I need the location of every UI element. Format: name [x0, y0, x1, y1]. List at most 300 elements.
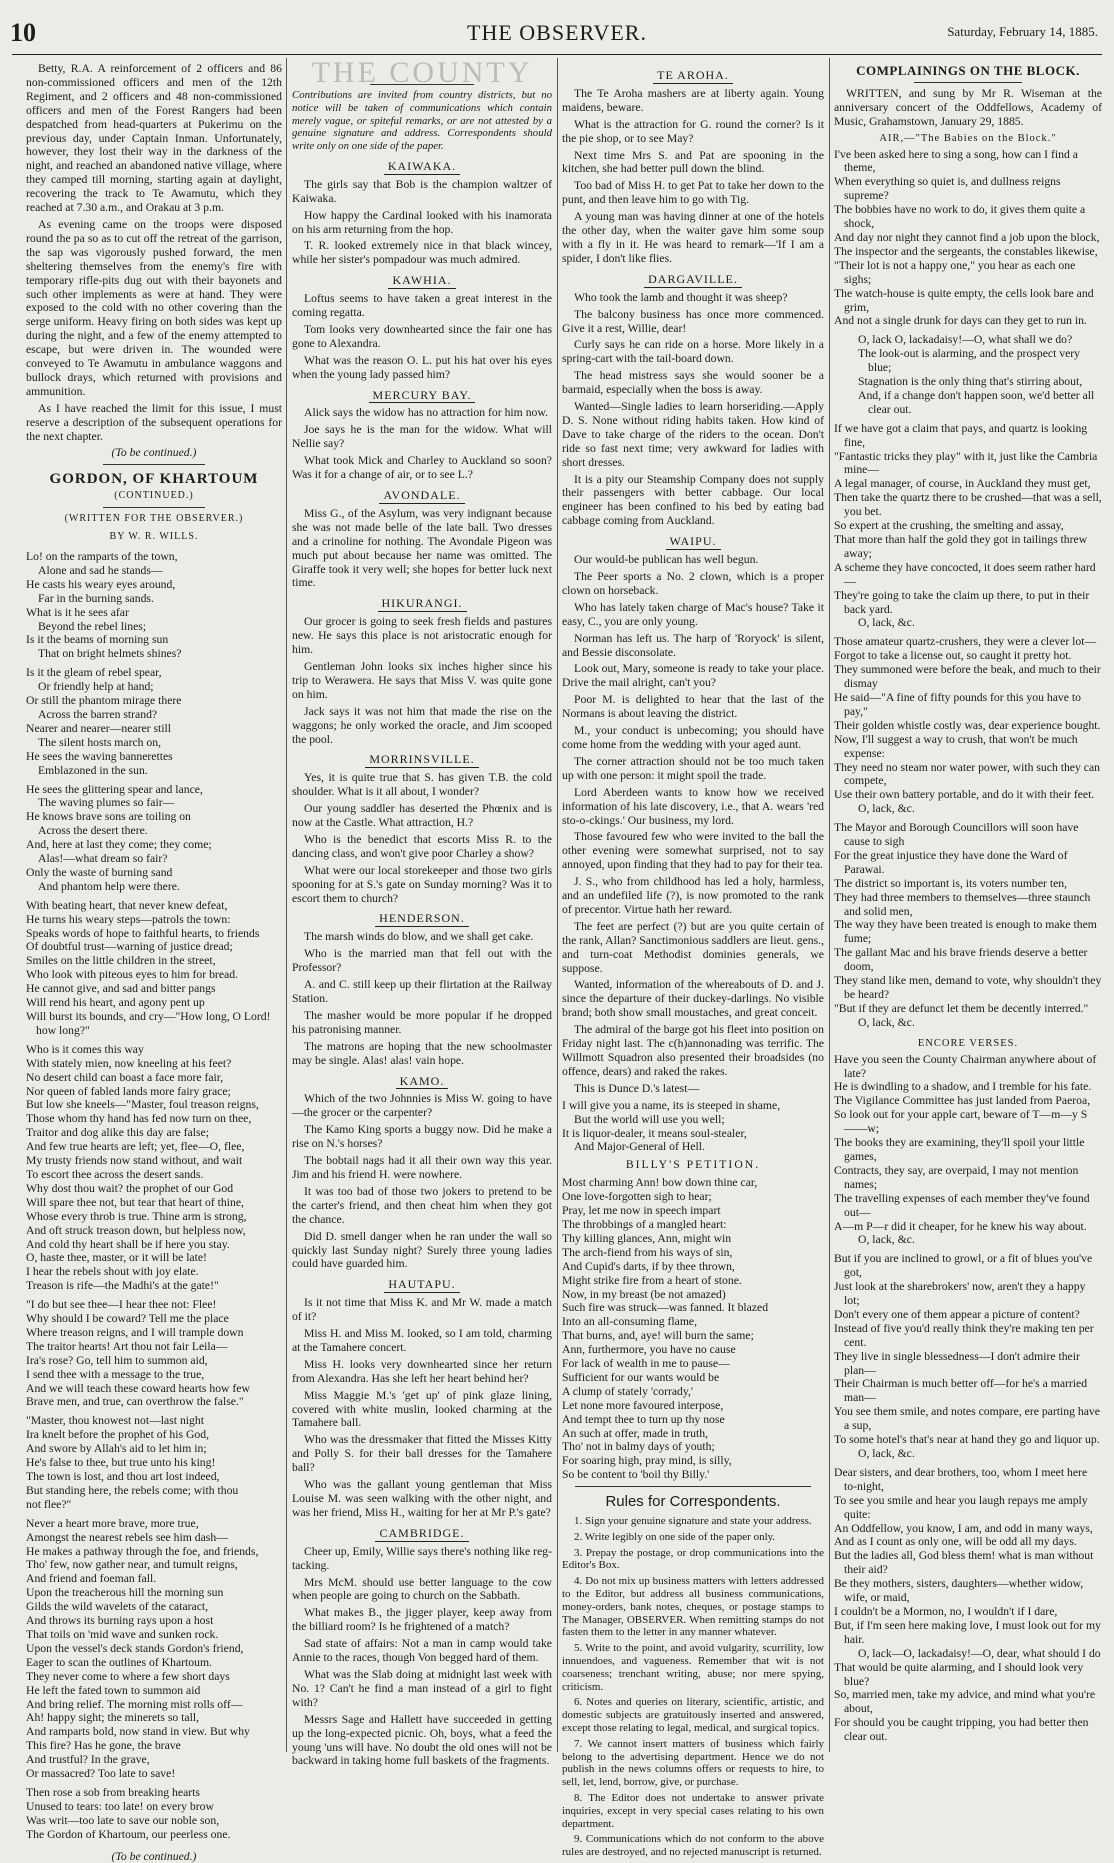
section-paragraph: Yes, it is quite true that S. has given T.B. the cold shoulder. What is it all about, I wonder? [292, 771, 552, 799]
to-be-continued: (To be continued.) [111, 1849, 197, 1863]
section-heading [292, 274, 552, 289]
verse-line: Unused to tears: too late! on every brow [26, 1799, 214, 1813]
verse-line: "Master, thou knowest not—last night [26, 1414, 204, 1428]
verse-line: So look out for your apple cart, beware of T—m—y S——w; [834, 1108, 1088, 1136]
war-paragraph: Betty, R.A. A reinforcement of 2 officers and 86 non-commissioned officers and men of the 12th Regiment, and 2 officers and 48 non-commissioned officers and men of the Forest Rangers had been despatched from head-quarters at Pukerimu on the previous day, under Captain Inman. Unfortunately, however, they lost their way in the darkness of the night, and reached an abandoned native village, where they camped till morning, starting again at daylight, recovering the track to Te Awamutu, which they reached at 7.30 a.m., and Orakau at 3 p.m. [26, 62, 282, 215]
verse-line: Then rose a sob from breaking hearts [26, 1785, 200, 1799]
verse-line: When everything so quiet is, and dullness reigns supreme? [834, 175, 1061, 203]
section-paragraph: Wanted—Single ladies to learn horseriding.—Apply D. S. None without riding habits taken. How kind of Dave to take charge of the riders to the ocean. Don't ride so fast next time; very awkward for ladies with short dresses. [562, 400, 824, 469]
divider [103, 464, 205, 465]
verse-line: Across the desert there. [38, 824, 148, 838]
verse-line: Or massacred? Too late to save! [26, 1767, 176, 1781]
verse-line: The bobbies have no work to do, it gives them quite a shock, [834, 203, 1086, 231]
rule-item: 2. Write legibly on one side of the paper only. [574, 1530, 776, 1543]
verse-line: You see them smile, and notes compare, ere parting have a sup, [834, 1405, 1100, 1433]
section-title: TE AROHA. [653, 69, 733, 84]
section-heading [292, 160, 552, 175]
section-title: KAIWAKA. [384, 160, 460, 175]
section-paragraph: The corner attraction should not be too much taken up with one person: it might spoil the trade. [562, 754, 824, 782]
verse-line: And throws its burning rays upon a host [26, 1614, 214, 1628]
verse-line: Ira's rose? Go, tell him to summon aid, [26, 1353, 208, 1367]
verse-line: Might strike fire from a heart of stone. [562, 1273, 742, 1287]
stanza-gap [834, 1744, 1102, 1749]
column-divider [557, 58, 558, 1752]
verse-line: The town is lost, and thou art lost indeed, [26, 1470, 220, 1483]
verse-line: Will burst its bounds, and cry—"How long, O Lord! how long?" [26, 1010, 271, 1037]
column-2 [292, 56, 552, 1768]
verse-line: Have you seen the County Chairman anywhere about of late? [834, 1052, 1097, 1080]
section-paragraph: Miss G., of the Asylum, was very indignant because she was not made belle of the late ball. Two dresses and a crinoline for nothing. The Avondale Pigeon was much put about because her name was omitted. The Giraffe took it very well; she hopes for better luck next time. [292, 506, 552, 590]
verse-line: Stagnation is the only thing that's stirring about, [858, 375, 1083, 389]
verse-line: He casts his weary eyes around, [26, 577, 176, 591]
verse-line: The travelling expenses of each member they've found out— [834, 1191, 1090, 1219]
verse-line: Those whom thy hand has fed now turn on thee, [26, 1112, 252, 1126]
verse-line: Traitor and dog alike this day are false; [26, 1126, 209, 1140]
verse-line: Only the waste of burning sand [26, 865, 173, 879]
section-title: DARGAVILLE. [644, 273, 742, 288]
verse-line: Ann, furthermore, you have no cause [562, 1343, 736, 1357]
verse-line: Beyond the rebel lines; [38, 619, 147, 633]
section-paragraph: The girls say that Bob is the champion waltzer of Kaiwaka. [292, 177, 552, 205]
verse-line: And ramparts bold, now stand in view. But why [26, 1725, 250, 1739]
verse-line: They summoned were before the beak, and much to their dismay [834, 663, 1101, 691]
billy-petition-title: BILLY'S PETITION. [625, 1158, 761, 1172]
section-paragraph: Miss H. and Miss M. looked, so I am told, charming at the Tamahere concert. [292, 1327, 552, 1354]
section-paragraph: Next time Mrs S. and Pat are spooning in the kitchen, she had better pull down the blind. [562, 148, 824, 176]
rule-item: 6. Notes and queries on literary, scientific, artistic, and domestic subjects are gratuitously inserted and answered, except those relating to legal, medical, and surgical topics. [562, 1696, 824, 1735]
verse-line: The watch-house is quite empty, the cells look bare and grim, [834, 286, 1094, 314]
section-title: KAWHIA. [388, 274, 455, 289]
complainings-intro: WRITTEN, and sung by Mr R. Wiseman at the anniversary concert of the Oddfellows, Academy of Music, Grahamstown, January 29, 1885. [834, 86, 1102, 128]
verse-line: O, lack, &c. [858, 616, 915, 630]
section-paragraph: Alick says the widow has no attraction for him now. [304, 406, 548, 420]
section-paragraph: Our would-be publican has well begun. [574, 553, 759, 567]
page-header [0, 0, 1114, 56]
section-paragraph: The Peer sports a No. 2 clown, which is a proper clown on horseback. [562, 570, 824, 597]
verse-line: Or friendly help at hand; [38, 680, 154, 694]
section-title: HAUTAPU. [384, 1278, 459, 1293]
verse-line: That on bright helmets shines? [38, 647, 182, 661]
verse-line: But, if I'm seen here making love, I must look out for my hair. [834, 1618, 1101, 1646]
verse-line: With stately mien, now kneeling at his feet? [26, 1056, 232, 1070]
section-paragraph: T. R. looked extremely nice in that black wincey, while her sister's pompadour was much admired. [292, 239, 552, 267]
section-paragraph: Did D. smell danger when he ran under the wall so quickly last Sunday night? Surely three young ladies could have guarded him. [292, 1229, 552, 1271]
verse-line: Let none more favoured interpose, [562, 1398, 724, 1412]
verse-line: Most charming Ann! bow down thine car, [562, 1176, 758, 1190]
verse-line: Who look with piteous eyes to him for bread. [26, 968, 238, 982]
verse-line: Now, in my breast (be not amazed) [562, 1287, 726, 1301]
verse-line: Upon the treacherous hill the morning sun [26, 1586, 224, 1600]
verse-line: Just look at the sharebrokers' now, aren't they a happy lot; [834, 1280, 1086, 1308]
section-paragraph: It was too bad of those two jokers to pretend to be the carter's friend, and then cheat him when they got the chance. [292, 1184, 552, 1226]
section-paragraph: The balcony business has once more commenced. Give it a rest, Willie, dear! [562, 307, 824, 335]
verse-line: He said—"A fine of fifty pounds for this you have to pay," [834, 690, 1081, 718]
section-heading [562, 535, 824, 550]
verse-line: Nearer and nearer—nearer still [26, 721, 172, 735]
section-paragraph: The Te Aroha mashers are at liberty again. Young maidens, beware. [562, 86, 824, 114]
section-paragraph: What were our local storekeeper and those two girls spooning for at S.'s gate on Sunday morning? Was it to escort them to church? [292, 863, 552, 905]
section-paragraph: The admiral of the barge got his fleet into position on Friday night last. The c(h)annonading was terrific. The Willmott Squadron also presented their broadsides (no offence, dears) and raked the rakes. [562, 1023, 824, 1078]
rule-item: 8. The Editor does not undertake to answer private inquiries, except in very special cases relating to his own department. [562, 1792, 824, 1830]
verse-line: The Mayor and Borough Councillors will soon have cause to sigh [834, 821, 1079, 849]
section-paragraph: Tom looks very downhearted since the fair one has gone to Alexandra. [292, 322, 552, 350]
verse-line: Upon the vessel's deck stands Gordon's friend, [26, 1641, 244, 1655]
verse-line: I couldn't be a Mormon, no, I wouldn't if I dare, [834, 1604, 1058, 1618]
section-paragraph: Who was the gallant young gentleman that Miss Louise M. was seen walking with the other night, and was her friend, Miss H., waiting for her at Mr P.'s gate? [292, 1478, 552, 1519]
verse-line: Ah! happy sight; the minerets so tall, [26, 1711, 200, 1725]
verse-line: A scheme they have concocted, it does seem rather hard— [834, 560, 1096, 588]
verse-line: Was writ—too late to save our noble son, [26, 1813, 220, 1827]
verse-line: Then take the quartz there to be crushed—that was a sell, you bet. [834, 491, 1102, 519]
section-heading [292, 389, 552, 404]
verse-line: I will give you a name, its is steeped in shame, [562, 1098, 781, 1112]
verse-line: Why dost thou wait? the prophet of our God [26, 1181, 234, 1195]
contributions-note: Contributions are invited from country districts, but no notice will be taken of communications which contain merely vague, or spiteful remarks, or are not attested by a genuine signature and address. Correspondents should write only on one side of the paper. [292, 88, 552, 153]
section-paragraph: Jack says it was not him that made the rise on the waggons; he only worked the oracle, and Jim scooped the pool. [292, 704, 552, 746]
verse-line: Tho' few, now gather near, and tumult reigns, [26, 1558, 238, 1572]
verse-line: He knows brave sons are toiling on [26, 810, 191, 824]
verse-line: Those amateur quartz-crushers, they were a clever lot— [834, 635, 1097, 649]
section-paragraph: It is a pity our Steamship Company does not supply their passengers with better cabbage. Our local engineer has been confined to his bed by eating bad cabbage coming from Auckland. [562, 472, 824, 528]
rules-list [562, 1515, 824, 1859]
verse-line: Now, I'll suggest a way to crush, that won't be much expense: [834, 732, 1078, 760]
header-rule [12, 54, 1102, 55]
verse-line: I send thee with a message to the true, [26, 1367, 205, 1381]
section-paragraph: Who took the lamb and thought it was sheep? [574, 290, 788, 304]
section-paragraph: Lord Aberdeen wants to know how we received information of his late discovery, i.e., that A. wears 'red sto-o-ckings.' Our business, my lord. [562, 785, 824, 827]
verse-line: He sees the glittering spear and lance, [26, 782, 203, 796]
verse-line: He's false to thee, but true unto his king! [26, 1456, 216, 1470]
verse-line: Gilds the wild wavelets of the cataract, [26, 1600, 209, 1614]
verse-line: The throbbings of a mangled heart: [562, 1217, 727, 1231]
column-1 [26, 62, 282, 1863]
column-divider [286, 58, 287, 1752]
verse-line: not flee?" [26, 1497, 72, 1511]
divider [575, 1486, 811, 1487]
verse-line: The inspector and the sergeants, the constables likewise, [834, 244, 1098, 258]
to-be-continued: (To be continued.) [111, 446, 197, 460]
gordon-poem [26, 550, 282, 1847]
verse-line: So expert at the crushing, the smelting and assay, [834, 519, 1064, 533]
section-heading [292, 1075, 552, 1090]
section-paragraph: The bobtail nags had it all their own way this year. Jim and his friend H. were nowhere. [292, 1154, 552, 1181]
section-paragraph: How happy the Cardinal looked with his inamorata on his arm returning from the hop. [292, 208, 552, 236]
verse-line: I hear the rebels shout with joy elate. [26, 1265, 199, 1279]
section-title: AVONDALE. [379, 489, 464, 504]
verse-line: The way they have been treated is enough to make them fume; [834, 918, 1097, 946]
county-header: THE COUNTY [311, 56, 533, 89]
verse-line: Across the barren strand? [38, 707, 158, 721]
encore-heading: ENCORE VERSES. [917, 1037, 1019, 1049]
verse-line: But the ladies all, God bless them! what is man without their aid? [834, 1549, 1094, 1577]
verse-line: To see you smile and hear you laugh repays me amply quite: [834, 1493, 1088, 1521]
verse-line: The look-out is alarming, and the prospect very blue; [858, 347, 1080, 375]
section-heading [562, 273, 824, 288]
verse-line: An such at offer, made in truth, [562, 1426, 709, 1440]
section-heading [292, 1527, 552, 1542]
rule-item: 5. Write to the point, and avoid vulgarity, scurrility, low innuendoes, and vagueness. Remember that wit is not coarseness; trenchant writing, abuse; nor mere spying, criticism. [562, 1642, 824, 1693]
verse-line: But low she kneels—"Master, foul treason reigns, [26, 1098, 259, 1112]
verse-line: They need no steam nor water power, with such they can compete, [834, 760, 1100, 788]
verse-line: They never come to where a few short days [26, 1669, 230, 1683]
complainings-air: AIR,—"The Babies on the Block." [879, 132, 1057, 144]
rules-title: Rules for Correspondents. [605, 1493, 781, 1511]
stanza-gap [26, 1842, 282, 1847]
stanza-gap [834, 1030, 1102, 1035]
verse-line: Nor queen of fabled lands more fairy grace; [26, 1084, 231, 1098]
rule-item: 7. We cannot insert matters of business which fairly belong to the advertising department. Hence we do not publish in the news columns offers or requests to hire, to sell, let, lend, borrow, give, or purchase. [562, 1737, 824, 1789]
verse-line: He sees the waving bannerettes [26, 749, 173, 763]
verse-line: Why should I be coward? Tell me the place [26, 1312, 229, 1326]
section-heading [292, 753, 552, 768]
gordon-written-for: (WRITTEN FOR THE OBSERVER.) [64, 513, 244, 525]
verse-line: Will rend his heart, and agony pent up [26, 996, 205, 1010]
section-paragraph: Wanted, information of the whereabouts of D. and J. since the departure of their duckey-darlings. No visible brand; both show small moustaches, and great conceit. [562, 978, 824, 1020]
section-paragraph: Who is the benedict that escorts Miss R. to the dancing class, and won't give poor Charley a show? [292, 832, 552, 860]
rule-item: 9. Communications which do not conform to the above rules are destroyed, and no rejected manuscript is returned. [562, 1833, 824, 1859]
rule-item: 1. Sign your genuine signature and state your address. [574, 1515, 812, 1528]
verse-line: A clump of stately 'corrady,' [562, 1384, 694, 1398]
verse-line: An Oddfellow, you know, I am, and odd in many ways, [834, 1521, 1093, 1535]
billy-petition [562, 1176, 824, 1482]
section-paragraph: What is the attraction for G. round the corner? Is it the pie shop, or to see May? [562, 117, 824, 145]
verse-line: They had three members to themselves—three staunch and solid men, [834, 890, 1091, 918]
section-paragraph: Cheer up, Emily, Willie says there's nothing like reg-tacking. [292, 1544, 552, 1572]
verse-line: Treason is rife—the Madhi's at the gate!" [26, 1279, 219, 1293]
verse-line: He turns his weary steps—patrols the town: [26, 912, 231, 926]
verse-line: That burns, and, aye! will burn the same; [562, 1329, 754, 1343]
verse-line: For lack of wealth in me to pause— [562, 1357, 730, 1371]
verse-line: Smiles on the little children in the street, [26, 954, 216, 968]
verse-line: Where treason reigns, and I will trample down [26, 1325, 244, 1339]
section-paragraph: Our grocer is going to seek fresh fields and pastures new. He says this place is not aristocratic enough for him. [292, 615, 552, 657]
verse-line: He cannot give, and sad and bitter pangs [26, 982, 216, 996]
masthead: THE OBSERVER. [467, 20, 647, 45]
verse-line: Brave men, and true, can overthrow the false." [26, 1395, 244, 1409]
verse-line: Don't every one of them appear a picture of content? [834, 1307, 1080, 1321]
section-paragraph: Which of the two Johnnies is Miss W. going to have—the grocer or the carpenter? [292, 1092, 552, 1120]
verse-line: And swore by Allah's aid to let him in; [26, 1442, 207, 1456]
verse-line: "Their lot is not a happy one," you hear as each one sighs; [834, 258, 1076, 286]
section-paragraph: The Kamo King sports a buggy now. Did he make a rise on N.'s horses? [292, 1123, 552, 1151]
verse-line: Whose every throb is true. Thine arm is strong, [26, 1209, 247, 1223]
verse-line: And few true hearts are left; yet, flee—O, flee, [26, 1140, 245, 1154]
dunce-verse [562, 1099, 824, 1155]
verse-line: And oft struck treason down, but helpless now, [26, 1223, 246, 1237]
verse-line: Tho' not in balmy days of youth; [562, 1440, 715, 1454]
section-paragraph: Gentleman John looks six inches higher since his trip to Werawera. He says that Miss V. was quite gone on him. [292, 659, 552, 701]
verse-line: I've been asked here to sing a song, how can I find a theme, [834, 147, 1078, 175]
section-paragraph: The masher would be more popular if he dropped his patronising manner. [292, 1008, 552, 1036]
county-sections [292, 160, 552, 1768]
verse-line: With beating heart, that never knew defeat, [26, 898, 228, 912]
verse-line: Will spare thee not, but tear that heart of thine, [26, 1195, 244, 1209]
verse-line: That would be quite alarming, and I should look very blue? [834, 1660, 1084, 1688]
verse-line: Their golden whistle costly was, dear experience bought. [834, 718, 1101, 732]
divider [914, 82, 1021, 83]
verse-line: O, lack, &c. [858, 1233, 915, 1247]
verse-line: But standing here, the rebels come; with thou [26, 1483, 239, 1497]
section-paragraph: Miss Maggie M.'s 'get up' of pink glaze lining, covered with white muslin, looked charming at the Tamahere ball. [292, 1388, 552, 1430]
verse-line: The books they are examining, they'll spoil your little games, [834, 1136, 1085, 1163]
verse-line: Forgot to take a license out, so caught it pretty hot. [834, 649, 1072, 663]
verse-line: Of doubtful trust—warning of justice dread; [26, 940, 233, 954]
verse-line: Sufficient for our wants would be [562, 1370, 720, 1384]
verse-line: Pray, let me now in speech impart [562, 1204, 721, 1218]
section-paragraph: Norman has left us. The harp of 'Roryock' is silent, and Bessie disconsolate. [562, 631, 824, 659]
verse-line: O, lack, &c. [858, 1015, 915, 1029]
section-paragraph: A young man was having dinner at one of the hotels the other day, when the waiter gave him some soup with a fly in it. He was heard to remark—'If I am a spider, I don't like flies. [562, 210, 824, 265]
verse-line: And Cupid's darts, if by thee thrown, [562, 1259, 735, 1273]
verse-line: The gallant Mac and his brave friends deserve a better doom, [834, 946, 1088, 974]
section-heading [292, 597, 552, 612]
verse-line: So be content to 'boil thy Billy.' [562, 1468, 710, 1482]
verse-line: And not a single drunk for days can they get to run in. [834, 314, 1087, 328]
verse-line: Or still the phantom mirage there [26, 694, 182, 708]
verse-line: O, lack, &c. [858, 1447, 915, 1460]
verse-line: And friend and foeman fall. [26, 1572, 157, 1586]
section-paragraph: J. S., who from childhood has led a holy, harmless, and an undefiled life (?), is now promoted to the rank of precentor. Virtue hath her reward. [562, 875, 824, 916]
verse-line: And trustful? In the grave, [26, 1753, 150, 1767]
verse-line: And Major-General of Hell. [574, 1140, 705, 1154]
verse-line: Such fire was struck—was fanned. It blazed [562, 1301, 769, 1315]
verse-line: The Gordon of Khartoum, our peerless one. [26, 1827, 231, 1841]
section-paragraph: The head mistress says she would sooner be a barmaid, especially when the boss is away. [562, 369, 824, 397]
war-paragraph: As I have reached the limit for this issue, I must reserve a description of the subsequent operations for the next chapter. [26, 401, 282, 443]
verse-line: "Fantastic tricks they play" with it, just like the Cambria mine— [834, 449, 1098, 477]
county-sections-continued [562, 69, 824, 1096]
section-paragraph: A. and C. still keep up their flirtation at the Railway Station. [292, 978, 552, 1006]
verse-line: Use their own battery portable, and do it with their feet. [834, 788, 1095, 802]
verse-line: What is it he sees afar [26, 605, 129, 619]
section-paragraph: Messrs Sage and Hallett have succeeded in getting up the long-expected picnic. Oh, boys, what a feed the young 'uns will have. No doubt the old ones will not be backward in taking home full baskets of the fragments. [292, 1712, 552, 1768]
verse-line: The arch-fiend from his ways of sin, [562, 1245, 733, 1259]
section-title: MORRINSVILLE. [365, 753, 478, 768]
war-paragraph: As evening came on the troops were disposed round the pa so as to cut off the retreat of the garrison, the sap was vigorously pushed forward, the men sheltering themselves from the enemy's fire with temporary rifle-pits dug out with their bayonets and such other implements as were at hand. They were exposed to the cold with no other covering than the serge uniform. Heavy firing on both sides was kept up during the night, and a few of the enemy attempted to escape, but were driven in. The wounded were conveyed to Te Awamutu in ambulance waggons and bullock drays, which returned with provisions and ammunition. [26, 217, 282, 398]
verse-line: Dear sisters, and dear brothers, too, whom I meet here to-night, [834, 1465, 1088, 1493]
verse-line: To escort thee across the desert sands. [26, 1167, 204, 1181]
verse-line: O, lack O, lackadaisy!—O, what shall we do? [858, 333, 1073, 347]
verse-line: He is dwindling to a shadow, and I tremble for his fate. [834, 1080, 1092, 1094]
verse-line: Is it the gleam of rebel spear, [26, 666, 162, 680]
column-divider [829, 58, 830, 1752]
verse-line: But the world will use you well; [574, 1112, 725, 1126]
gordon-title: GORDON, OF KHARTOUM [49, 471, 259, 488]
verse-line: If we have got a claim that pays, and quartz is looking fine, [834, 421, 1088, 449]
verse-line: To some hotel's that's near at hand they go and liquor up. [834, 1433, 1100, 1447]
verse-line: Instead of five you'd really think they're making ten per cent. [834, 1321, 1094, 1349]
section-paragraph: This is Dunce D.'s latest— [574, 1081, 700, 1095]
section-paragraph: Miss H. looks very downhearted since her return from Alexandra. Has she left her heart behind her? [292, 1357, 552, 1385]
section-paragraph: Look out, Mary, someone is ready to take your place. Drive the mail alright, can't you? [562, 662, 824, 690]
section-paragraph: The matrons are hoping that the new schoolmaster may be single. Alas! alas! vain hope. [292, 1039, 552, 1067]
verse-line: "But if they are defunct let them be decently interred." [834, 1001, 1089, 1015]
gordon-author: BY W. R. WILLS. [109, 531, 199, 543]
section-paragraph: Sad state of affairs: Not a man in camp would take Annie to the races, though Von begged hard of them. [292, 1637, 552, 1665]
section-paragraph: Loftus seems to have taken a great interest in the coming regatta. [292, 292, 552, 320]
verse-line: Is it the beams of morning sun [26, 633, 169, 647]
verse-line: That more than half the gold they got in tailings threw away; [834, 533, 1088, 560]
verse-line: Be they mothers, sisters, daughters—whether widow, wife, or maid, [834, 1577, 1084, 1605]
verse-line: Contracts, they say, are overpaid, I may not mention names; [834, 1163, 1079, 1191]
verse-line: Emblazoned in the sun. [38, 763, 148, 777]
verse-line: Ira knelt before the prophet of his God, [26, 1428, 210, 1442]
verse-line: No desert child can boast a face more fair, [26, 1070, 224, 1084]
verse-line: And cold thy heart shall be if here you stay. [26, 1237, 230, 1251]
verse-line: Thy killing glances, Ann, might win [562, 1231, 732, 1245]
verse-line: Speaks words of hope to faithful hearts, to friends [26, 926, 260, 940]
verse-line: The waving plumes so fair— [38, 796, 175, 810]
section-heading [562, 69, 824, 84]
section-paragraph: Too bad of Miss H. to get Pat to take her down to the punt, and then leave him to go with Tig. [562, 179, 824, 207]
section-heading [292, 1278, 552, 1293]
verse-line: And bring relief. The morning mist rolls off— [26, 1697, 243, 1711]
verse-line: Their Chairman is much better off—for he's a married man— [834, 1377, 1088, 1405]
section-paragraph: Those favoured few who were invited to the ball the other evening were somewhat surprised, not to say annoyed, upon finding that they had to pay for their tea. [562, 830, 824, 872]
section-title: MERCURY BAY. [369, 389, 476, 404]
verse-line: He makes a pathway through the foe, and friends, [26, 1544, 259, 1558]
section-title: KAMO. [396, 1075, 449, 1090]
verse-line: Alas!—what dream so fair? [38, 852, 168, 866]
rule-item: 3. Prepay the postage, or drop communications into the Editor's Box. [562, 1546, 824, 1572]
verse-line: And, if a change don't happen soon, we'd better all clear out. [858, 388, 1095, 416]
verse-line: And phantom help were there. [38, 879, 180, 893]
verse-line: Never a heart more brave, more true, [26, 1516, 199, 1530]
verse-line: O, lack, &c. [858, 802, 915, 816]
section-paragraph: Who was the dressmaker that fitted the Misses Kitty and Polly S. for their ball dresses for the Tamahere ball? [292, 1433, 552, 1475]
verse-line: Amongst the nearest rebels see him dash— [26, 1530, 228, 1544]
verse-line: My trusty friends now stand without, and wait [26, 1154, 243, 1168]
verse-line: For should you be caught tripping, you had better then clear out. [834, 1716, 1089, 1744]
issue-date: Saturday, February 14, 1885. [947, 24, 1098, 39]
verse-line: They live in single blessedness—I don't admire their plan— [834, 1349, 1080, 1377]
verse-line: The silent hosts march on, [38, 735, 162, 749]
section-paragraph: What took Mick and Charley to Auckland so soon? Was it for a change of air, or to see L.? [292, 454, 552, 482]
verse-line: They're going to take the claim up there, to put in their back yard. [834, 588, 1090, 616]
verse-line: He left the fated town to summon aid [26, 1683, 201, 1697]
column-3 [562, 62, 824, 1859]
section-paragraph: Our young saddler has deserted the Phœnix and is now at the Castle. What attraction, H.? [292, 802, 552, 830]
verse-line: One love-forgotten sigh to hear; [562, 1190, 712, 1204]
section-paragraph: What was the Slab doing at midnight last week with No. 1? Can't he find a man instead of a girl to fight with? [292, 1667, 552, 1709]
verse-line: The traitor hearts! Art thou not fair Leila— [26, 1339, 228, 1353]
verse-line: O, haste thee, master, or it will be late! [26, 1251, 207, 1265]
verse-line: Eager to scan the outlines of Khartoum. [26, 1655, 212, 1669]
verse-line: "I do but see thee—I hear thee not: Flee! [26, 1298, 217, 1312]
complainings-song [834, 148, 1102, 1750]
verse-line: So, married men, take my advice, and mind what you're about, [834, 1688, 1096, 1716]
section-paragraph: Is it not time that Miss K. and Mr W. made a match of it? [292, 1296, 552, 1324]
section-heading [292, 912, 552, 927]
section-title: WAIPU. [666, 535, 721, 550]
gordon-subtitle: (CONTINUED.) [114, 490, 194, 502]
page-number: 10 [10, 18, 36, 47]
verse-line: It is liquor-dealer, it means soul-stealer, [562, 1126, 747, 1140]
verse-line: A legal manager, of course, in Auckland they must get, [834, 477, 1091, 491]
rule-item: 4. Do not mix up business matters with letters addressed to the Editor, but address all business communications, money-orders, bank notes, cheques, or postage stamps to The Manager, OBSERVER. When remitting stamps do not fasten them to the letter in any manner whatever. [562, 1575, 824, 1639]
verse-line: Lo! on the ramparts of the town, [26, 550, 178, 563]
verse-line: A—m P—r did it cheaper, for he knew his way about. [834, 1219, 1087, 1233]
verse-line: The Vigilance Committee has just landed from Paeroa, [834, 1094, 1091, 1108]
section-paragraph: What makes B., the jigger player, keep away from the billiard room? Is he frightened of a match? [292, 1606, 552, 1634]
verse-line: They stand like men, demand to vote, why shouldn't they be heard? [834, 974, 1102, 1001]
section-title: CAMBRIDGE. [375, 1527, 468, 1542]
verse-line: And tempt thee to turn up thy nose [562, 1412, 725, 1426]
war-narrative [26, 62, 282, 443]
verse-line: And we will teach these coward hearts how few [26, 1381, 250, 1395]
section-title: HIKURANGI. [378, 597, 467, 612]
section-paragraph: Mrs McM. should use better language to the cow when people are going to church on the Sabbath. [292, 1575, 552, 1603]
